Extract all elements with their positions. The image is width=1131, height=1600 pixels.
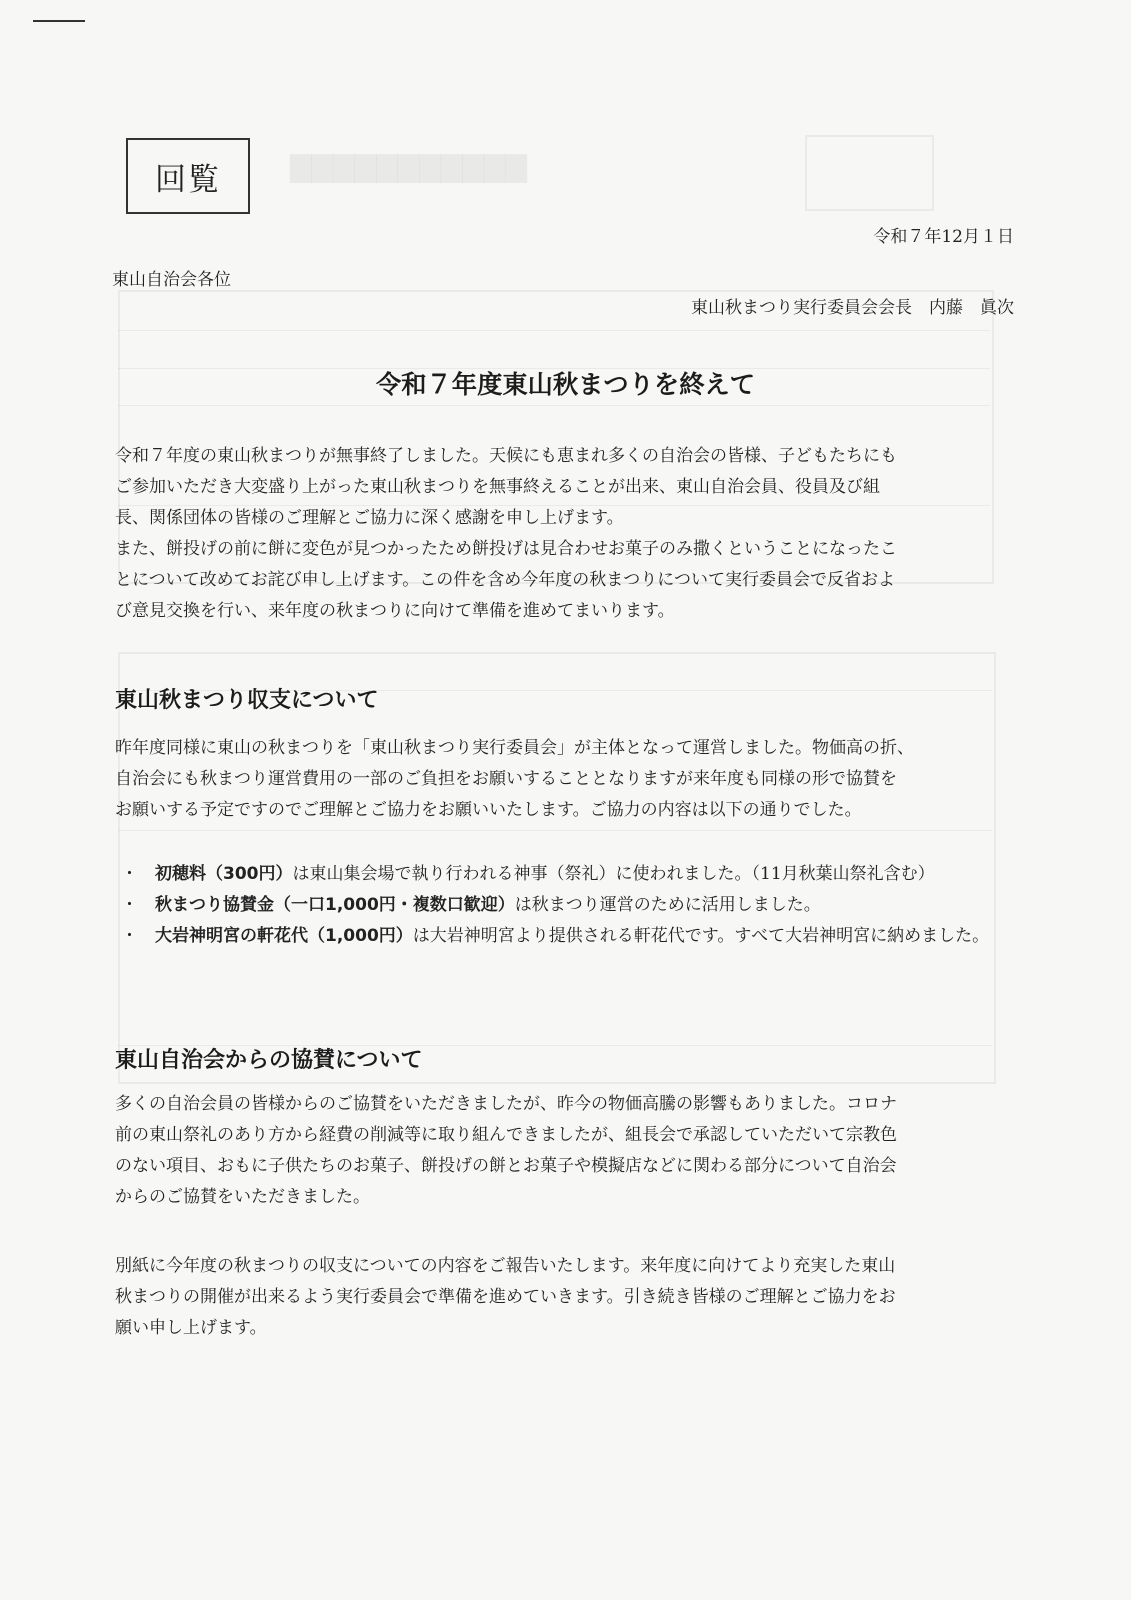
item-term: 秋まつり協賛金（一口1,000円・複数口歓迎） bbox=[155, 895, 515, 915]
show-through-decoration bbox=[805, 135, 934, 211]
text-line: とについて改めてお詫び申し上げます。この件を含め今年度の秋まつりについて実行委員会で反省およ bbox=[115, 570, 895, 590]
circulation-stamp: 回覧 bbox=[126, 138, 250, 214]
text-line: ご参加いただき大変盛り上がった東山秋まつりを無事終えることが出来、東山自治会員、役員及び組 bbox=[115, 477, 880, 497]
show-through-decoration bbox=[118, 830, 992, 831]
text-line: 願い申し上げます。 bbox=[115, 1318, 267, 1338]
issue-date: 令和７年12月１日 bbox=[873, 227, 1014, 247]
text-line: 長、関係団体の皆様のご理解とご協力に深く感謝を申し上げます。 bbox=[115, 508, 624, 528]
bullet-icon: ・ bbox=[121, 926, 138, 946]
text-line: 前の東山祭礼のあり方から経費の削減等に取り組んできましたが、組長会で承認していただいて宗教色 bbox=[115, 1125, 897, 1145]
text-line: 令和７年度の東山秋まつりが無事終了しました。天候にも恵まれ多くの自治会の皆様、子どもたちにも bbox=[115, 446, 897, 466]
closing-paragraph bbox=[115, 1251, 1025, 1344]
document-title: 令和７年度東山秋まつりを終えて bbox=[376, 370, 755, 399]
text-line: また、餅投げの前に餅に変色が見つかったため餅投げは見合わせお菓子のみ撒くということになったこ bbox=[115, 539, 897, 559]
text-line: 別紙に今年度の秋まつりの収支についての内容をご報告いたします。来年度に向けてより充実した東山 bbox=[115, 1256, 896, 1276]
text-line: 秋まつりの開催が出来るよう実行委員会で準備を進めていきます。引き続き皆様のご理解とご協力をお bbox=[115, 1287, 896, 1307]
sponsorship-paragraph bbox=[115, 1089, 1025, 1213]
contribution-list bbox=[115, 859, 1025, 952]
bullet-icon: ・ bbox=[121, 864, 138, 884]
show-through-decoration bbox=[118, 330, 990, 331]
finances-paragraph bbox=[115, 733, 1025, 826]
item-term: 初穂料（300円） bbox=[155, 864, 293, 884]
text-line: お願いする予定ですのでご理解とご協力をお願いいたします。ご協力の内容は以下の通りでした。 bbox=[115, 800, 862, 820]
bullet-icon: ・ bbox=[121, 895, 138, 915]
intro-paragraph bbox=[115, 441, 1025, 627]
text-line: 昨年度同様に東山の秋まつりを「東山秋まつり実行委員会」が主体となって運営しました。物価高の折、 bbox=[115, 738, 914, 758]
list-item bbox=[115, 921, 1025, 952]
list-item bbox=[115, 859, 1025, 890]
section-heading-finances: 東山秋まつり収支について bbox=[115, 688, 379, 713]
list-item bbox=[115, 890, 1025, 921]
item-term: 大岩神明宮の軒花代（1,000円） bbox=[155, 926, 413, 946]
text-line: び意見交換を行い、来年度の秋まつりに向けて準備を進めてまいります。 bbox=[115, 601, 675, 621]
text-line: からのご協賛をいただきました。 bbox=[115, 1187, 370, 1207]
addressee: 東山自治会各位 bbox=[112, 270, 231, 290]
text-line: 多くの自治会員の皆様からのご協賛をいただきましたが、昨今の物価高騰の影響もありました。コロナ bbox=[115, 1094, 897, 1114]
text-line: 自治会にも秋まつり運営費用の一部のご負担をお願いすることとなりますが来年度も同様の形で協賛を bbox=[115, 769, 897, 789]
text-line: のない項目、おもに子供たちのお菓子、餅投げの餅とお菓子や模擬店などに関わる部分について自治会 bbox=[115, 1156, 897, 1176]
item-description: は東山集会場で執り行われる神事（祭礼）に使われました。（11月秋葉山祭礼含む） bbox=[292, 864, 935, 884]
show-through-decoration bbox=[118, 405, 990, 406]
section-heading-sponsorship: 東山自治会からの協賛について bbox=[115, 1048, 423, 1073]
scan-edge-mark bbox=[33, 20, 85, 22]
sender: 東山秋まつり実行委員会会長 内藤 眞次 bbox=[691, 298, 1014, 318]
show-through-decoration: ▇▇▇▇▇▇▇▇▇▇▇ bbox=[290, 150, 527, 183]
item-description: は秋まつり運営のために活用しました。 bbox=[514, 895, 821, 915]
item-description: は大岩神明宮より提供される軒花代です。すべて大岩神明宮に納めました。 bbox=[412, 926, 990, 946]
